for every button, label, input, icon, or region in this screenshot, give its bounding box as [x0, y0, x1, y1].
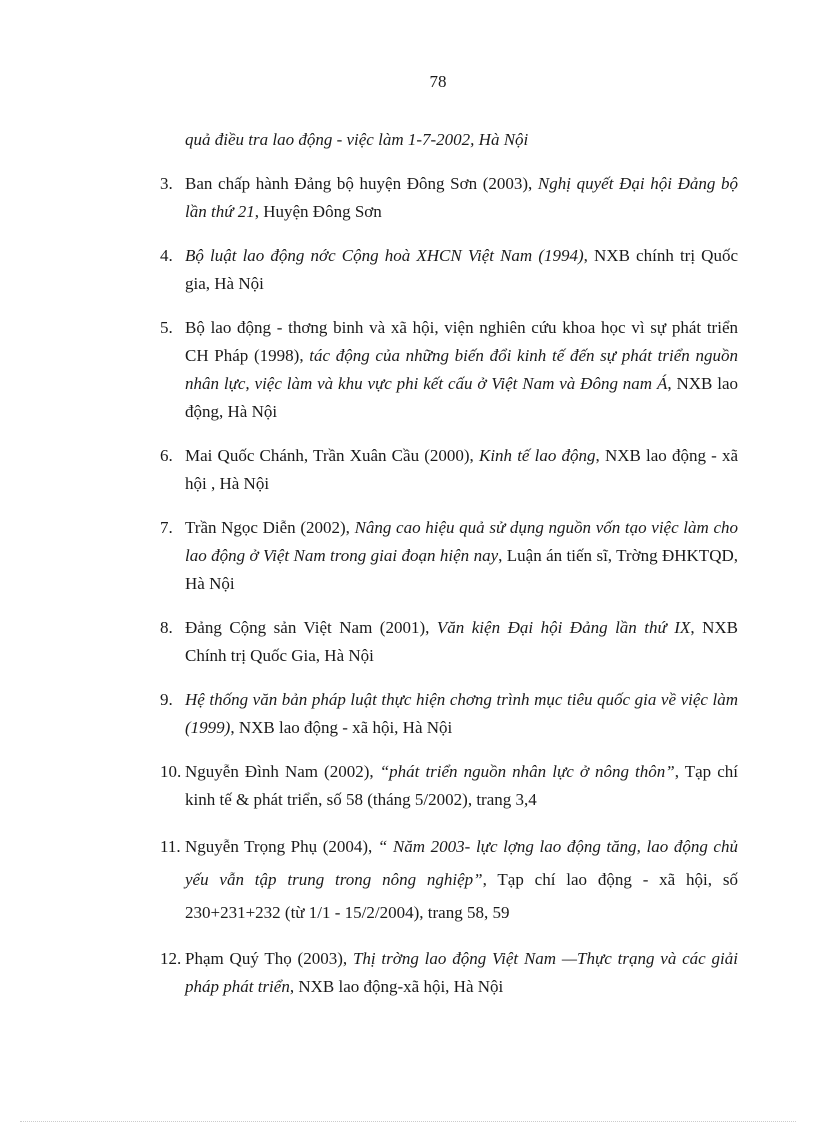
reference-title: “phát triển nguồn nhân lực ở nông thôn”: [379, 762, 675, 781]
reference-title: Bộ luật lao động nớc Cộng hoà XHCN Việt Nam (1994): [185, 246, 584, 265]
reference-title: “ Năm 2003- lực lợng lao động tăng, lao động chủ yếu vẫn tập trung trong nông nghiệp”: [185, 837, 738, 889]
reference-list: [160, 170, 738, 1017]
reference-title: Nâng cao hiệu quả sử dụng nguồn vốn tạo việc làm cho lao động ở Việt Nam trong giai đoạn hiện nay: [185, 518, 738, 565]
reference-text: , NXB lao động - xã hội , Hà Nội: [185, 446, 738, 493]
reference-title: tác động của những biến đổi kinh tế đến sự phát triển nguồn nhân lực, việc làm và khu vực phi kết cấu ở Việt Nam và Đông nam Á: [185, 346, 738, 393]
reference-number: 9.: [160, 690, 173, 709]
reference-title: Kinh tế lao động: [478, 446, 596, 465]
reference-text: , Huyện Đông Sơn: [254, 202, 382, 221]
reference-text: Nguyễn Đình Nam (2002),: [185, 762, 380, 781]
reference-number: 6.: [160, 446, 173, 465]
reference-number: 11.: [160, 837, 181, 856]
reference-text: , Luận án tiến sĩ, Trờng ĐHKTQD, Hà Nội: [185, 546, 738, 593]
reference-title: Thị trờng lao động Việt Nam —Thực trạng và các giải pháp phát triển: [185, 949, 738, 996]
reference-text: , Tạp chí kinh tế & phát triển, số 58 (tháng 5/2002), trang 3,4: [185, 762, 738, 809]
reference-number: 8.: [160, 618, 173, 637]
reference-text: , NXB chính trị Quốc gia, Hà Nội: [185, 246, 738, 293]
reference-continuation: quả điều tra lao động - việc làm 1-7-2002, Hà Nội: [185, 130, 529, 149]
reference-number: 7.: [160, 518, 173, 537]
reference-number: 10.: [160, 762, 182, 781]
reference-item: [160, 514, 738, 598]
page-number: 78: [429, 72, 447, 91]
reference-item: [160, 314, 738, 426]
reference-text: Nguyễn Trọng Phụ (2004),: [185, 837, 378, 856]
reference-item: [160, 614, 738, 670]
reference-text: , Tạp chí lao động - xã hội, số 230+231+232 (từ 1/1 - 15/2/2004), trang 58, 59: [185, 870, 738, 922]
reference-text: Ban chấp hành Đảng bộ huyện Đông Sơn (2003),: [185, 174, 538, 193]
reference-item: [160, 442, 738, 498]
reference-text: , NXB Chính trị Quốc Gia, Hà Nội: [185, 618, 738, 665]
reference-item: [160, 686, 738, 742]
reference-text: , NXB lao động-xã hội, Hà Nội: [289, 977, 504, 996]
reference-item: [160, 945, 738, 1001]
reference-item: [160, 170, 738, 226]
reference-number: 4.: [160, 246, 173, 265]
reference-text: Đảng Cộng sản Việt Nam (2001),: [185, 618, 437, 637]
reference-number: 12.: [160, 949, 182, 968]
reference-text: Bộ lao động - thơng binh và xã hội, viện nghiên cứu khoa học vì sự phát triển CH Pháp (1998),: [185, 318, 738, 365]
reference-text: , NXB lao động - xã hội, Hà Nội: [230, 718, 453, 737]
reference-title: Hệ thống văn bản pháp luật thực hiện chơng trình mục tiêu quốc gia về việc làm (1999): [185, 690, 738, 737]
reference-text: , NXB lao động, Hà Nội: [185, 374, 738, 421]
page-bottom-rule: [20, 1121, 796, 1122]
reference-number: 5.: [160, 318, 173, 337]
reference-text: Trần Ngọc Diễn (2002),: [185, 518, 355, 537]
reference-item: [160, 242, 738, 298]
reference-item: [160, 758, 738, 814]
reference-number: 3.: [160, 174, 173, 193]
reference-title: Nghị quyết Đại hội Đảng bộ lần thứ 21: [185, 174, 738, 221]
reference-text: Mai Quốc Chánh, Trần Xuân Cầu (2000),: [185, 446, 479, 465]
reference-item: [160, 830, 738, 929]
reference-text: Phạm Quý Thọ (2003),: [185, 949, 353, 968]
reference-title: Văn kiện Đại hội Đảng lần thứ IX: [436, 618, 691, 637]
